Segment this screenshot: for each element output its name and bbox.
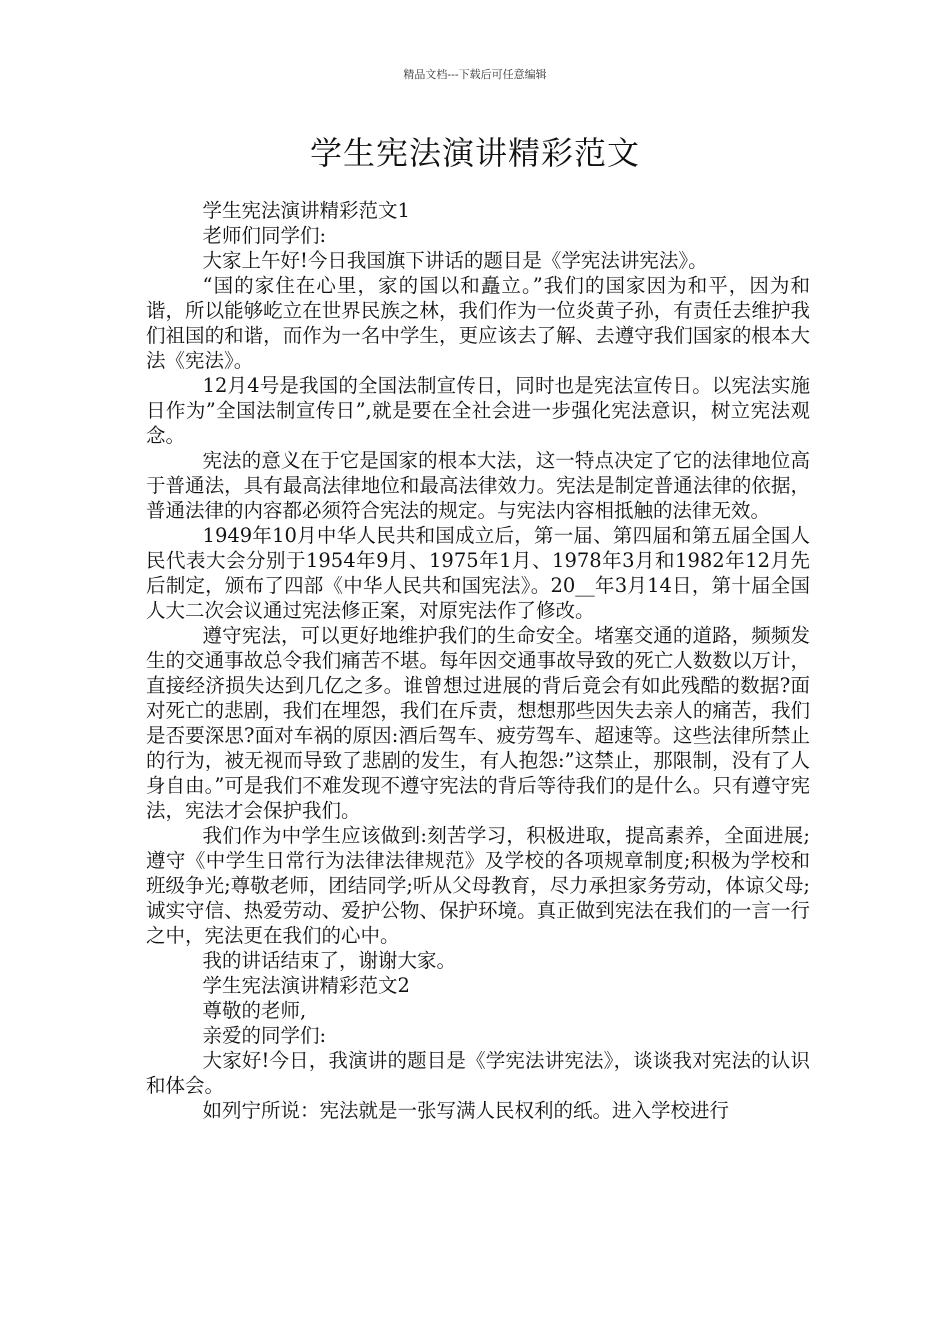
paragraph: 大家好!今日，我演讲的题目是《学宪法讲宪法》，谈谈我对宪法的认识和体会。 <box>146 1049 810 1097</box>
paragraph: 学生宪法演讲精彩范文1 <box>202 199 410 222</box>
paragraph: “国的家住在心里，家的国以和矗立。”我们的国家因为和平，因为和谐，所以能够屹立在世界民族之林，我们作为一位炎黄子孙，有责任去维护我们祖国的和谐，而作为一名中学生，更应该去了解、去遵守我们国家的根本大法《宪法》。 <box>146 274 810 372</box>
paragraph: 我们作为中学生应该做到:刻苦学习，积极进取，提高素养，全面进展;遵守《中学生日常行为法律法律规范》及学校的各项规章制度;积极为学校和班级争光;尊敬老师，团结同学;听从父母教育，尽力承担家务劳动，体谅父母;诚实守信、热爱劳动、爱护公物、保护环境。真正做到宪法在我们的一言一行之中，宪法更在我们的心中。 <box>146 824 810 947</box>
paragraph: 大家上午好!今日我国旗下讲话的题目是《学宪法讲宪法》。 <box>202 249 708 272</box>
header-note: 精品文档---下载后可任意编辑 <box>403 68 547 81</box>
paragraph: 尊敬的老师, <box>202 999 307 1022</box>
paragraph: 亲爱的同学们: <box>202 1024 327 1047</box>
paragraph: 我的讲话结束了，谢谢大家。 <box>202 949 457 972</box>
paragraph: 学生宪法演讲精彩范文2 <box>202 974 410 997</box>
paragraph: 1949年10月中华人民共和国成立后，第一届、第四届和第五届全国人民代表大会分别于1954年9月、1975年1月、1978年3月和1982年12月先后制定，颁布了四部《中华人民共和国宪法》。20__年3月14日，第十届全国人大二次会议通过宪法修正案，对原宪法作了修改。 <box>146 524 810 622</box>
paragraph: 老师们同学们: <box>202 224 327 247</box>
paragraph: 宪法的意义在于它是国家的根本大法，这一特点决定了它的法律地位高于普通法，具有最高法律地位和最高法律效力。宪法是制定普通法律的依据，普通法律的内容都必须符合宪法的规定。与宪法内容相抵触的法律无效。 <box>146 449 810 522</box>
paragraph: 12月4号是我国的全国法制宣传日，同时也是宪法宣传日。以宪法实施日作为”全国法制宣传日”,就是要在全社会进一步强化宪法意识，树立宪法观念。 <box>146 374 810 447</box>
paragraph: 遵守宪法，可以更好地维护我们的生命安全。堵塞交通的道路，频频发生的交通事故总令我们痛苦不堪。每年因交通事故导致的死亡人数数以万计，直接经济损失达到几亿之多。谁曾想过进展的背后竟会有如此残酷的数据?面对死亡的悲剧，我们在埋怨，我们在斥责，想想那些因失去亲人的痛苦，我们是否要深思?面对车祸的原因:酒后驾车、疲劳驾车、超速等。这些法律所禁止的行为，被无视而导致了悲剧的发生，有人抱怨:”这禁止，那限制，没有了人身自由。”可是我们不难发现不遵守宪法的背后等待我们的是什么。只有遵守宪法，宪法才会保护我们。 <box>146 624 810 822</box>
document-body <box>146 198 810 1123</box>
paragraph: 如列宁所说：宪法就是一张写满人民权利的纸。进入学校进行 <box>202 1099 730 1122</box>
document-title: 学生宪法演讲精彩范文 <box>309 134 640 172</box>
